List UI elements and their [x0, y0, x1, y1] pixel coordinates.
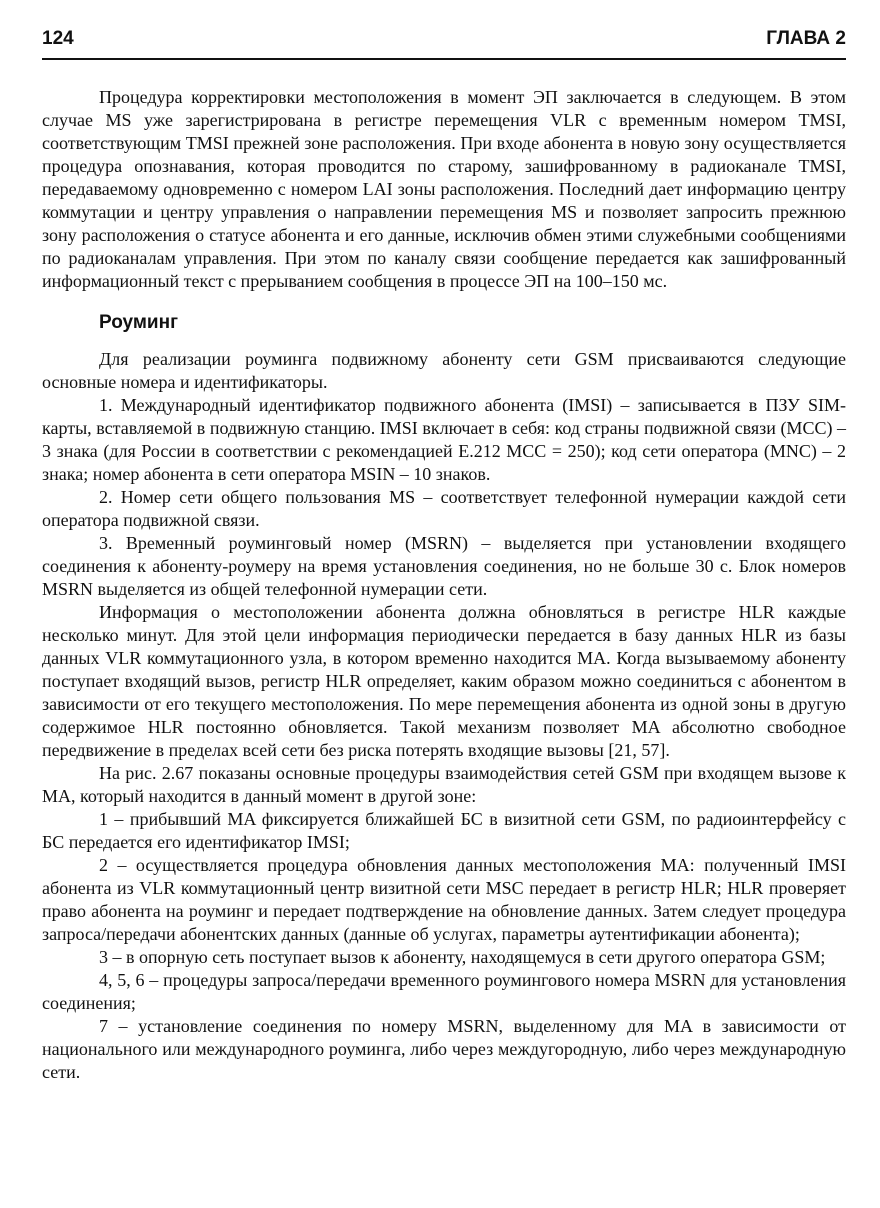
list-item: 4, 5, 6 – процедуры запроса/передачи временного роумингового номера MSRN для установления соединения; [42, 970, 846, 1013]
paragraph: 3. Временный роуминговый номер (MSRN) – выделяется при установлении входящего соединения к абоненту-роумеру на время установления соединения, но не больше 30 с. Блок номеров MSRN выделяется из общей телефонной нумерации сети. [42, 533, 846, 599]
paragraph: 1. Международный идентификатор подвижного абонента (IMSI) – записывается в ПЗУ SIM-карты, вставляемой в подвижную станцию. IMSI включает в себя: код страны подвижной связи (MCC) – 3 знака (для России в соответствии с рекомендацией E.212 MCC = 250); код сети оператора (MNC) – 2 знака; номер абонента в сети оператора MSIN – 10 знаков. [42, 395, 846, 484]
list-item: 1 – прибывший MA фиксируется ближайшей БС в визитной сети GSM, по радиоинтерфейсу с БС передается его идентификатор IMSI; [42, 809, 846, 852]
running-header [42, 26, 846, 60]
paragraph: Информация о местоположении абонента должна обновляться в регистре HLR каждые несколько минут. Для этой цели информация периодически передается в базу данных HLR из базы данных VLR коммутационного узла, в котором временно находится MA. Когда вызываемому абоненту поступает входящий вызов, регистр HLR определяет, каким образом можно соединиться с абонентом в зависимости от его текущего местоположения. По мере перемещения абонента из одной зоны в другую содержимое HLR постоянно обновляется. Такой механизм позволяет MA абсолютно свободное передвижение в пределах всей сети без риска потерять входящие вызовы [21, 57]. [42, 602, 846, 760]
paragraph: 2. Номер сети общего пользования MS – соответствует телефонной нумерации каждой сети оператора подвижной связи. [42, 487, 846, 530]
list-item: 2 – осуществляется процедура обновления данных местоположения MA: полученный IMSI абонента из VLR коммутационный центр визитной сети MSC передает в регистр HLR; HLR проверяет право абонента на роуминг и передает подтверждение на обновление данных. Затем следует процедура запроса/передачи абонентских данных (данные об услугах, параметры аутентификации абонента); [42, 855, 846, 944]
paragraph: На рис. 2.67 показаны основные процедуры взаимодействия сетей GSM при входящем вызове к MA, который находится в данный момент в другой зоне: [42, 763, 846, 806]
paragraph: Процедура корректировки местоположения в момент ЭП заключается в следующем. В этом случае MS уже зарегистрирована в регистре перемещения VLR с временным номером TMSI, соответствующим TMSI прежней зоне расположения. При входе абонента в новую зону осуществляется процедура опознавания, которая проводится по старому, зашифрованному в радиоканале TMSI, передаваемому одновременно с номером LAI зоны расположения. Последний дает информацию центру коммутации и центру управления о направлении перемещения MS и позволяет запросить прежнюю зону расположения о статусе абонента и его данные, исключив обмен этими служебными сообщениями по радиоканалам управления. При этом по каналу связи сообщение передается как зашифрованный информационный текст с прерыванием сообщения в процессе ЭП на 100–150 мс. [42, 87, 846, 291]
section-heading: Роуминг [99, 312, 178, 333]
page-body [42, 86, 846, 1084]
list-item: 7 – установление соединения по номеру MSRN, выделенному для MA в зависимости от национального или международного роуминга, либо через междугородную, либо через международную сети. [42, 1016, 846, 1082]
list-item: 3 – в опорную сеть поступает вызов к абоненту, находящемуся в сети другого оператора GSM; [99, 947, 826, 967]
paragraph: Для реализации роуминга подвижному абоненту сети GSM присваиваются следующие основные номера и идентификаторы. [42, 349, 846, 392]
chapter-title: ГЛАВА 2 [766, 28, 846, 49]
page-number: 124 [42, 28, 74, 49]
